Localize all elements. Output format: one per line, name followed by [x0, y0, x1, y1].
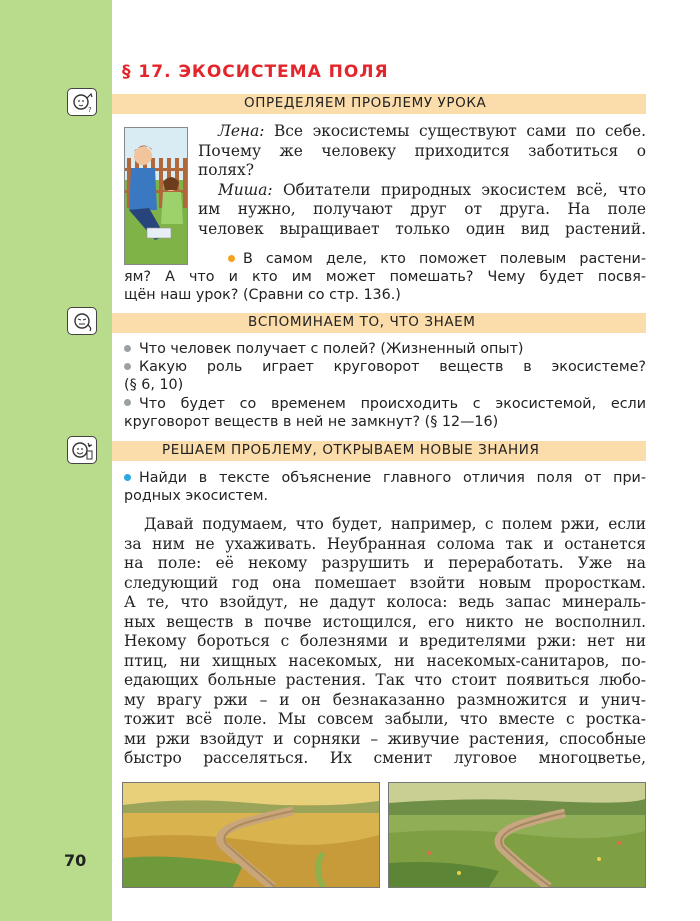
- recall-q3-line1: [124, 395, 646, 413]
- main-text-line: быстро расселяться. Их сменит луговое многоцветье,: [124, 749, 646, 767]
- bullet-blue-icon: [124, 474, 131, 481]
- band-label-discover: РЕШАЕМ ПРОБЛЕМУ, ОТКРЫВАЕМ НОВЫЕ ЗНАНИЯ: [162, 442, 540, 458]
- main-text-line: тожит всё поле. Мы совсем забыли, что вместе с ростка-: [124, 710, 646, 728]
- main-text-line: едающих больные растения. Так что стоит появиться любо-: [124, 671, 646, 689]
- recall-text: Что человек получает с полей? (Жизненный опыт): [139, 341, 524, 357]
- dialog-misha-line2: им нужно, получают друг от друга. На поле: [198, 200, 646, 218]
- bullet-grey-icon: [124, 345, 131, 352]
- bullet-grey-icon: [124, 363, 131, 370]
- children-illustration: [124, 127, 188, 265]
- speaker-misha: Миша:: [218, 180, 273, 199]
- problem-line2: ям? А что и кто им может помешать? Чему будет посвя-: [124, 269, 646, 286]
- recall-q3-line2: круговорот веществ в ней не замкнут? (§ 12—16): [124, 413, 499, 430]
- band-label-problem: ОПРЕДЕЛЯЕМ ПРОБЛЕМУ УРОКА: [244, 95, 487, 111]
- dialog-text: Обитатели природных экосистем всё, что: [283, 180, 646, 199]
- problem-text: В самом деле, кто поможет полевым растени-: [243, 251, 646, 267]
- dialog-misha-line1: [198, 181, 646, 201]
- main-text-line: птиц, ни хищных насекомых, ни насекомых-санитаров, по-: [124, 651, 646, 670]
- main-text-line: Некому бороться с болезнями и вредителями ржи: нет ни: [124, 632, 646, 650]
- dialog-lena-line3: полях?: [198, 161, 254, 179]
- speaker-lena: Лена:: [218, 122, 265, 140]
- main-text-line: ных веществ в почве истощился, его никто не восполнил.: [124, 612, 646, 631]
- problem-line3: щён наш урок? (Сравни со стр. 136.): [124, 287, 401, 304]
- main-text-line: следующий год она помешает взойти новым проросткам.: [124, 573, 646, 592]
- discovering-child-icon: [67, 436, 97, 464]
- band-label-recall: ВСПОМИНАЕМ ТО, ЧТО ЗНАЕМ: [248, 314, 476, 330]
- overgrown-field-photo: [388, 782, 646, 888]
- recall-questions: [124, 340, 646, 431]
- main-text-line: А те, что взойдут, не дадут колоса: ведь запас минераль-: [124, 593, 646, 611]
- problem-question: [124, 250, 646, 305]
- recall-q2-line2: (§ 6, 10): [124, 377, 184, 394]
- recall-q2-line1: [124, 358, 646, 376]
- recall-text: Что будет со временем происходить с экосистемой, если: [139, 395, 646, 412]
- task-block: [124, 469, 646, 505]
- main-text: [124, 515, 646, 769]
- problem-line1: [124, 250, 646, 268]
- dialog-misha-line3: человек выращивает только один вид растений.: [198, 219, 646, 238]
- page-number: 70: [64, 851, 87, 870]
- task-text: Найди в тексте объяснение главного отличия поля от при-: [139, 470, 646, 486]
- bullet-orange-icon: [228, 255, 235, 262]
- recall-q1: [124, 340, 646, 358]
- thinking-child-icon: [67, 88, 97, 116]
- dialog-lena-line1: [198, 122, 646, 142]
- dialog-block: [198, 122, 646, 239]
- recall-text: Какую роль играет круговорот веществ в экосистеме?: [139, 359, 646, 376]
- rye-field-photo: [122, 782, 380, 888]
- main-text-line: Давай подумаем, что будет, например, с полем ржи, если: [144, 515, 646, 533]
- main-text-line: на поле: её некому разрушить и переработать. Уже на: [124, 554, 646, 572]
- task-line2: родных экосистем.: [124, 488, 269, 505]
- bullet-grey-icon: [124, 399, 131, 406]
- remembering-child-icon: [67, 307, 97, 335]
- main-text-line: за ним не ухаживать. Неубранная солома так и останется: [124, 534, 646, 553]
- dialog-lena-line2: Почему же человеку приходится заботиться о: [198, 141, 646, 160]
- section-title: § 17. ЭКОСИСТЕМА ПОЛЯ: [122, 62, 389, 82]
- main-text-line: ми ржи взойдут и сорняки – живучие растения, способные: [124, 729, 646, 748]
- main-text-line: му врагу ржи – и он безнаказанно размножится и унич-: [124, 690, 646, 709]
- svg-text:?: ?: [88, 106, 92, 114]
- task-line1: [124, 469, 646, 487]
- dialog-text: Все экосистемы существуют сами по себе.: [274, 122, 646, 140]
